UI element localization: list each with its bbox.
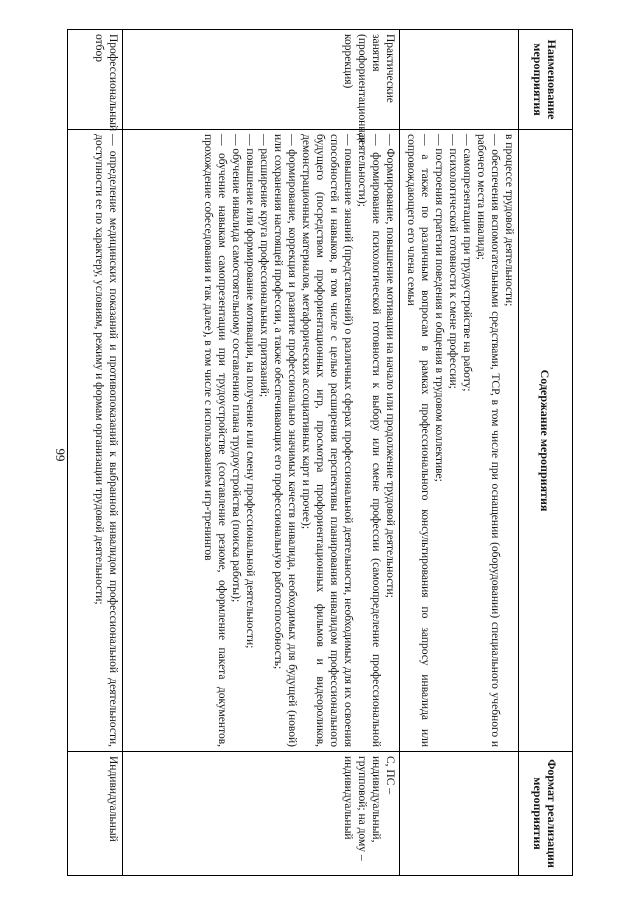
row-format — [399, 752, 518, 876]
table-row — [68, 30, 123, 876]
row-format: Индивидуальный — [68, 752, 123, 876]
content-line: — повышение или формирование мотивации, на получение или смену профессиональной деятельности; — [243, 134, 256, 649]
row-format: С, ПС – индивидуальный, групповой; на дому – индивидуальный — [122, 752, 399, 876]
content-line: — формирование, коррекция и развитие профессионально значимых качеств инвалида, необходимых для будущей (новой) или сохранения настоящей профессии, а также обеспечивающих его профессиональную работоспособность; — [271, 134, 298, 747]
content-line: — построения стратегии поведения и общения в трудовом коллективе; — [433, 134, 445, 482]
content-line: — определение медицинских показаний и противопоказаний к выбранной инвалидом профессиональной деятельности, доступности ее по характеру, условиям, режиму и формам организации трудовой деятельности; — [92, 134, 119, 747]
content-line: — а также по различным вопросам в рамках профессионального консультирования по запросу инвалида или сопровождающего его члена семьи — [405, 134, 431, 747]
content-line: — Формирование, повышение мотивации на начало или продолжение трудовой деятельности; — [383, 134, 396, 598]
content-line: — обучение навыкам самопрезентации при трудоустройстве (составление резюме, оформление пакета документов, прохождение собеседования и так далее), в том числе с использованием игр-тренингов — [201, 134, 228, 747]
header-format: Формат реализации мероприятия — [519, 752, 573, 876]
row-content — [122, 130, 399, 752]
content-line: — формирование психологической готовности к выбору или смене профессии (самоопределение профессиональной деятельности); — [355, 134, 382, 747]
content-line: — обеспечения вспомогательными средствами, ТСР, в том числе при оснащении (оборудовании) специального учебного и рабочего места инвалида; — [475, 134, 501, 747]
table-row — [122, 30, 399, 876]
measures-table — [67, 29, 573, 876]
content-line: в процессе трудовой деятельности; — [503, 134, 515, 307]
row-name — [399, 30, 518, 130]
row-content — [68, 130, 123, 752]
header-name: Наименование мероприятия — [519, 30, 573, 130]
header-content: Содержание мероприятия — [519, 130, 573, 752]
content-line: — самопрезентации при трудоустройстве на работу; — [461, 134, 473, 392]
content-line: — повышение знаний (представлений) о различных сферах профессиональной деятельности, необходимых для их освоения способностей и навыков, в том числе с целью расширения перспективы планирования инвалидом профессионального будущего (посредством профориентационных игр, просмотра профориентационных фильмов и видеороликов, демонстрационных материалов, метафорических ассоциативных карт и прочее); — [299, 134, 354, 747]
row-name: Практические занятия (профориентационная коррекция) — [122, 30, 399, 130]
content-line: — расширение круга профессиональных притязаний; — [257, 134, 270, 398]
rotated-page — [67, 29, 573, 875]
page-number: 99 — [53, 448, 68, 462]
row-content — [399, 130, 518, 752]
content-line: — психологической готовности к смене профессии; — [447, 134, 459, 389]
table-row — [399, 30, 518, 876]
row-name: Профессиональный отбор — [68, 30, 123, 130]
content-line: — обучение инвалида самостоятельному составлению плана трудоустройства (поиска работы); — [229, 134, 242, 603]
table-header-row — [519, 30, 573, 876]
